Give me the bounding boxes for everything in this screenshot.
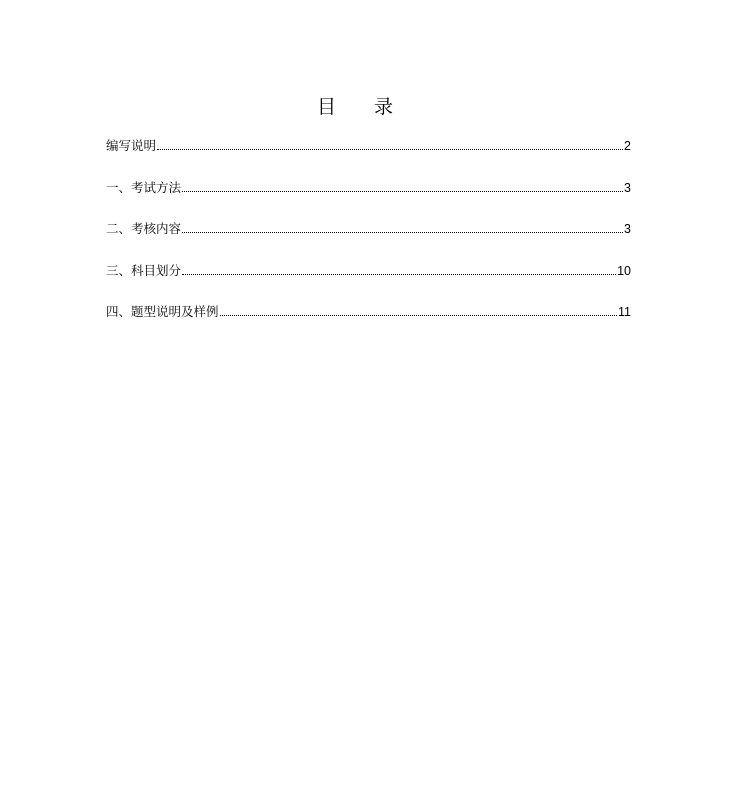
toc-entry-page: 10 <box>617 263 631 278</box>
toc-entry[interactable] <box>106 219 631 239</box>
toc-dot-leader <box>182 190 623 192</box>
toc-entry-label: 三、科目划分 <box>106 262 182 278</box>
toc-entry[interactable] <box>106 178 631 198</box>
toc-entry-label: 编写说明 <box>106 138 157 153</box>
toc-entry[interactable] <box>106 136 631 156</box>
toc-list <box>106 136 631 344</box>
toc-dot-leader <box>182 273 616 275</box>
toc-entry-label: 一、考试方法 <box>106 179 182 195</box>
toc-dot-leader <box>182 231 623 233</box>
toc-entry-label: 四、题型说明及样例 <box>106 304 219 319</box>
toc-entry-page: 3 <box>624 180 631 195</box>
toc-entry[interactable] <box>106 261 631 281</box>
toc-entry[interactable] <box>106 302 631 322</box>
toc-title: 目 录 <box>316 96 393 118</box>
toc-dot-leader <box>220 314 618 316</box>
toc-entry-page: 3 <box>624 222 631 236</box>
toc-entry-page: 2 <box>624 139 631 153</box>
toc-entry-label: 二、考核内容 <box>106 221 182 236</box>
toc-dot-leader <box>157 148 623 150</box>
toc-entry-page: 11 <box>618 305 631 319</box>
